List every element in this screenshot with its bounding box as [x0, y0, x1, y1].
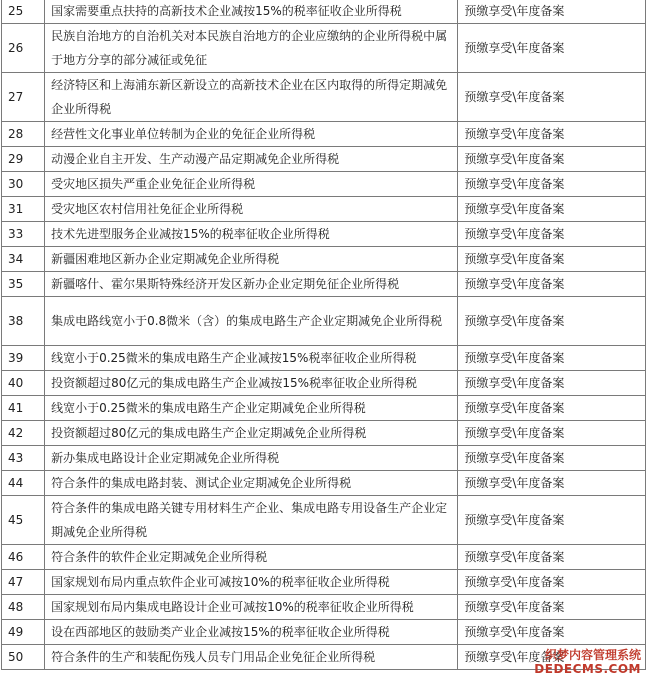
policy-name-cell: 新疆困难地区新办企业定期减免企业所得税 [45, 247, 458, 272]
row-number-cell: 25 [2, 0, 45, 24]
table-row [2, 197, 646, 222]
row-number-cell: 40 [2, 371, 45, 396]
watermark-line1: 织梦内容管理系统 [544, 648, 641, 662]
table-row [2, 346, 646, 371]
row-number-cell: 42 [2, 421, 45, 446]
policy-table [1, 0, 646, 670]
row-number-cell: 33 [2, 222, 45, 247]
handling-mode-cell: 预缴享受\年度备案 [458, 396, 646, 421]
row-number-cell: 45 [2, 496, 45, 545]
row-number-cell: 28 [2, 122, 45, 147]
table-row [2, 570, 646, 595]
table-row [2, 0, 646, 24]
row-number-cell: 48 [2, 595, 45, 620]
handling-mode-cell: 预缴享受\年度备案 [458, 371, 646, 396]
policy-name-cell: 符合条件的软件企业定期减免企业所得税 [45, 545, 458, 570]
row-number-cell: 43 [2, 446, 45, 471]
row-number-cell: 50 [2, 645, 45, 670]
policy-name-cell: 线宽小于0.25微米的集成电路生产企业定期减免企业所得税 [45, 396, 458, 421]
table-row [2, 396, 646, 421]
policy-name-cell: 经济特区和上海浦东新区新设立的高新技术企业在区内取得的所得定期减免企业所得税 [45, 73, 458, 122]
handling-mode-cell: 预缴享受\年度备案 [458, 446, 646, 471]
row-number-cell: 46 [2, 545, 45, 570]
table-row [2, 222, 646, 247]
row-number-cell: 35 [2, 272, 45, 297]
handling-mode-cell: 预缴享受\年度备案 [458, 172, 646, 197]
handling-mode-cell: 预缴享受\年度备案 [458, 122, 646, 147]
row-number-cell: 26 [2, 24, 45, 73]
handling-mode-cell: 预缴享受\年度备案 [458, 471, 646, 496]
policy-name-cell: 集成电路线宽小于0.8微米（含）的集成电路生产企业定期减免企业所得税 [45, 297, 458, 346]
handling-mode-cell: 预缴享受\年度备案 [458, 0, 646, 24]
policy-name-cell: 线宽小于0.25微米的集成电路生产企业减按15%税率征收企业所得税 [45, 346, 458, 371]
handling-mode-cell: 预缴享受\年度备案 [458, 247, 646, 272]
handling-mode-cell: 预缴享受\年度备案 [458, 545, 646, 570]
row-number-cell: 41 [2, 396, 45, 421]
table-row [2, 122, 646, 147]
table-row [2, 421, 646, 446]
policy-name-cell: 经营性文化事业单位转制为企业的免征企业所得税 [45, 122, 458, 147]
row-number-cell: 34 [2, 247, 45, 272]
handling-mode-cell: 预缴享受\年度备案 [458, 496, 646, 545]
policy-name-cell: 符合条件的集成电路封装、测试企业定期减免企业所得税 [45, 471, 458, 496]
policy-name-cell: 受灾地区农村信用社免征企业所得税 [45, 197, 458, 222]
handling-mode-cell: 预缴享受\年度备案 [458, 346, 646, 371]
handling-mode-cell: 预缴享受\年度备案 [458, 620, 646, 645]
policy-name-cell: 受灾地区损失严重企业免征企业所得税 [45, 172, 458, 197]
policy-name-cell: 民族自治地方的自治机关对本民族自治地方的企业应缴纳的企业所得税中属于地方分享的部分减征或免征 [45, 24, 458, 73]
row-number-cell: 47 [2, 570, 45, 595]
table-row [2, 620, 646, 645]
policy-name-cell: 符合条件的生产和装配伤残人员专门用品企业免征企业所得税 [45, 645, 458, 670]
row-number-cell: 30 [2, 172, 45, 197]
handling-mode-cell: 预缴享受\年度备案 [458, 222, 646, 247]
table-row [2, 595, 646, 620]
handling-mode-cell: 预缴享受\年度备案 [458, 147, 646, 172]
row-number-cell: 29 [2, 147, 45, 172]
handling-mode-cell: 预缴享受\年度备案 [458, 570, 646, 595]
handling-mode-cell: 预缴享受\年度备案 [458, 595, 646, 620]
watermark-line2: DEDECMS.COM [534, 662, 641, 676]
watermark-logo [534, 648, 641, 676]
handling-mode-cell: 预缴享受\年度备案 [458, 24, 646, 73]
handling-mode-cell: 预缴享受\年度备案 [458, 197, 646, 222]
policy-name-cell: 国家规划布局内重点软件企业可减按10%的税率征收企业所得税 [45, 570, 458, 595]
policy-table-body [2, 0, 646, 670]
policy-name-cell: 符合条件的集成电路关键专用材料生产企业、集成电路专用设备生产企业定期减免企业所得税 [45, 496, 458, 545]
row-number-cell: 31 [2, 197, 45, 222]
table-row [2, 73, 646, 122]
handling-mode-cell: 预缴享受\年度备案 [458, 645, 646, 670]
table-row [2, 446, 646, 471]
policy-name-cell: 投资额超过80亿元的集成电路生产企业定期减免企业所得税 [45, 421, 458, 446]
row-number-cell: 39 [2, 346, 45, 371]
row-number-cell: 38 [2, 297, 45, 346]
policy-name-cell: 新疆喀什、霍尔果斯特殊经济开发区新办企业定期免征企业所得税 [45, 272, 458, 297]
policy-name-cell: 技术先进型服务企业减按15%的税率征收企业所得税 [45, 222, 458, 247]
table-row [2, 371, 646, 396]
table-row [2, 247, 646, 272]
row-number-cell: 49 [2, 620, 45, 645]
handling-mode-cell: 预缴享受\年度备案 [458, 73, 646, 122]
handling-mode-cell: 预缴享受\年度备案 [458, 421, 646, 446]
table-row [2, 147, 646, 172]
table-row [2, 297, 646, 346]
table-row [2, 496, 646, 545]
table-row [2, 24, 646, 73]
policy-name-cell: 动漫企业自主开发、生产动漫产品定期减免企业所得税 [45, 147, 458, 172]
table-row [2, 545, 646, 570]
policy-name-cell: 投资额超过80亿元的集成电路生产企业减按15%税率征收企业所得税 [45, 371, 458, 396]
table-row [2, 471, 646, 496]
policy-name-cell: 国家规划布局内集成电路设计企业可减按10%的税率征收企业所得税 [45, 595, 458, 620]
handling-mode-cell: 预缴享受\年度备案 [458, 297, 646, 346]
table-row [2, 272, 646, 297]
handling-mode-cell: 预缴享受\年度备案 [458, 272, 646, 297]
row-number-cell: 44 [2, 471, 45, 496]
table-row [2, 172, 646, 197]
policy-name-cell: 国家需要重点扶持的高新技术企业减按15%的税率征收企业所得税 [45, 0, 458, 24]
policy-name-cell: 新办集成电路设计企业定期减免企业所得税 [45, 446, 458, 471]
row-number-cell: 27 [2, 73, 45, 122]
policy-name-cell: 设在西部地区的鼓励类产业企业减按15%的税率征收企业所得税 [45, 620, 458, 645]
